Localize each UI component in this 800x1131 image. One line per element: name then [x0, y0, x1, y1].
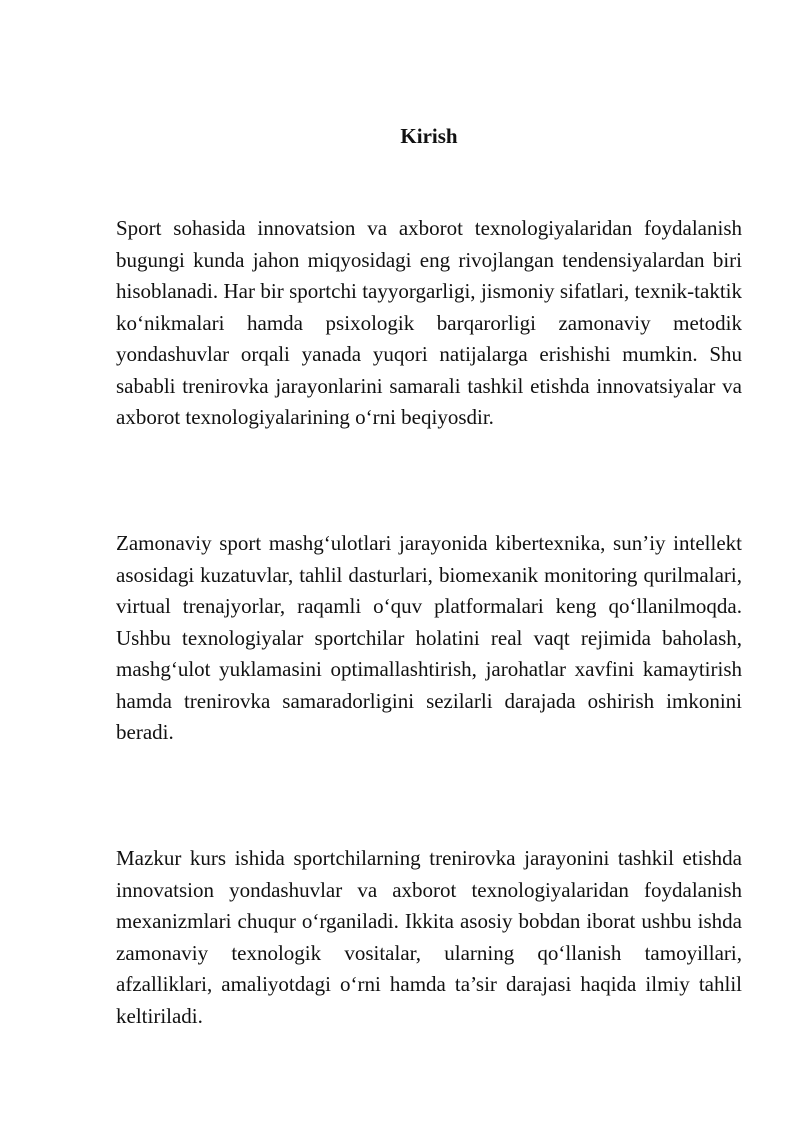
- paragraph-3: Mazkur kurs ishida sportchilarning trenirovka jarayonini tashkil etishda innovatsion yondashuvlar va axborot texnologiyalaridan foydalanish mexanizmlari chuqur o‘rganiladi. Ikkita asosiy bobdan iborat ushbu ishda zamonaviy texnologik vositalar, ularning qo‘llanish tamoyillari, afzalliklari, amaliyotdagi o‘rni hamda ta’sir darajasi haqida ilmiy tahlil keltiriladi.: [116, 846, 742, 1028]
- paragraph-1: Sport sohasida innovatsion va axborot texnologiyalaridan foydalanish bugungi kunda jahon miqyosidagi eng rivojlangan tendensiyalardan biri hisoblanadi. Har bir sportchi tayyorgarligi, jismoniy sifatlari, texnik-taktik ko‘nikmalari hamda psixologik barqarorligi zamonaviy metodik yondashuvlar orqali yanada yuqori natijalarga erishishi mumkin. Shu sababli trenirovka jarayonlarini samarali tashkil etishda innovatsiyalar va axborot texnologiyalarining o‘rni beqiyosdir.: [116, 216, 742, 429]
- paragraph-2: Zamonaviy sport mashg‘ulotlari jarayonida kibertexnika, sun’iy intellekt asosidagi kuzatuvlar, tahlil dasturlari, biomexanik monitoring qurilmalari, virtual trenajyorlar, raqamli o‘quv platformalari keng qo‘llanilmoqda. Ushbu texnologiyalar sportchilar holatini real vaqt rejimida baholash, mashg‘ulot yuklamasini optimallashtirish, jarohatlar xavfini kamaytirish hamda trenirovka samaradorligini sezilarli darajada oshirish imkonini beradi.: [116, 531, 742, 744]
- page-title: Kirish: [400, 124, 458, 148]
